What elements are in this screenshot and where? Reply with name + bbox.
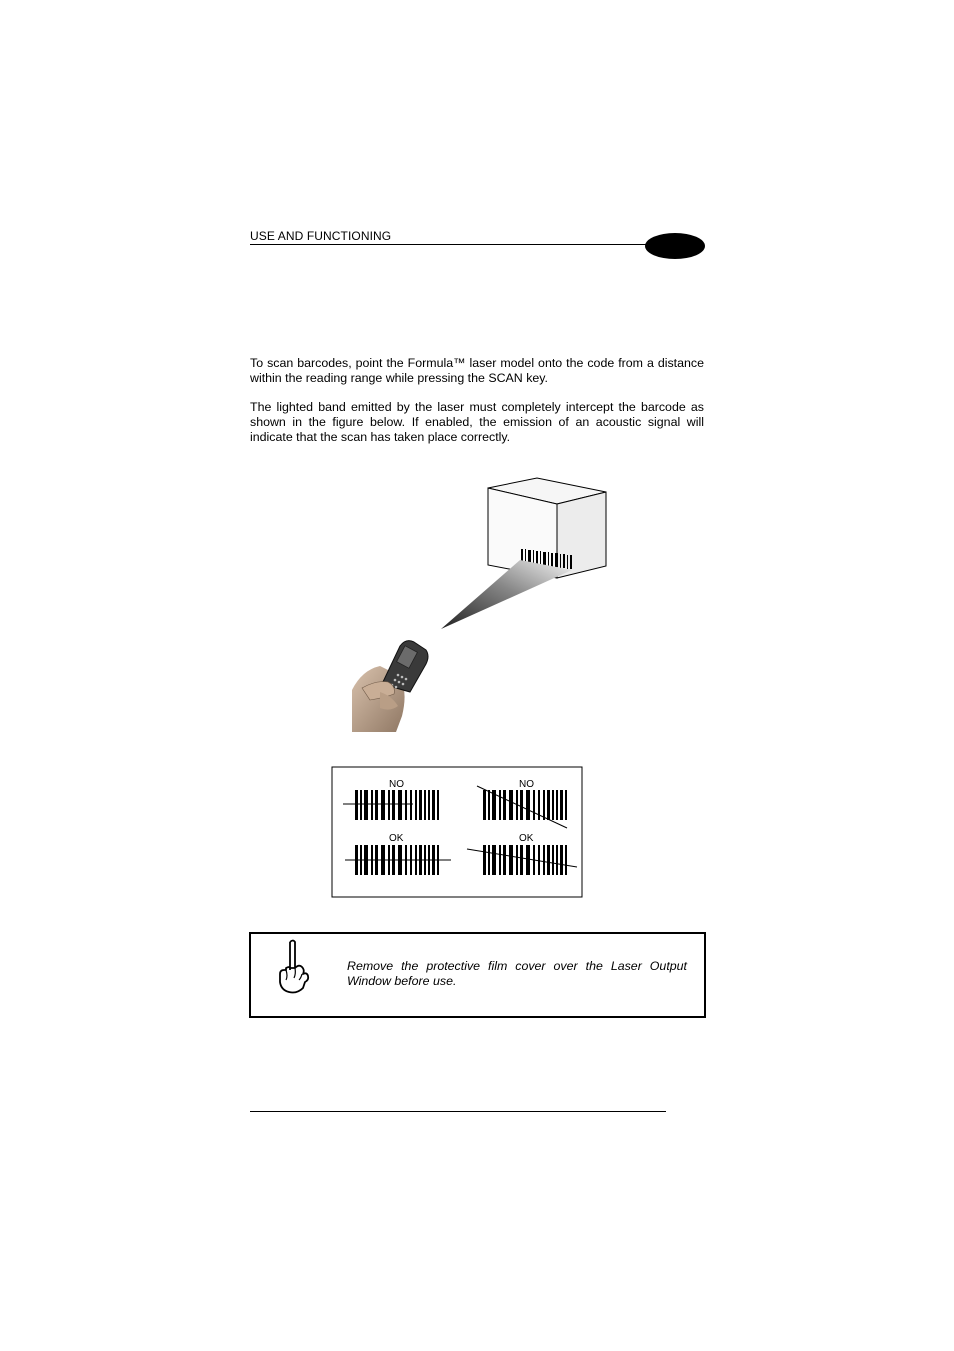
paragraph-scan-instructions: To scan barcodes, point the Formula™ laser model onto the code from a distance within the reading range while pressing the SCAN key. xyxy=(250,356,704,385)
note-text: Remove the protective film cover over the Laser Output Window before use. xyxy=(347,959,687,988)
laser-beam xyxy=(441,560,572,629)
example-label-top-right: NO xyxy=(519,779,534,790)
product-box xyxy=(488,478,606,578)
barcode-scan-examples xyxy=(331,766,583,898)
note-box xyxy=(249,932,706,1018)
footer-rule xyxy=(250,1111,666,1112)
example-label-top-left: NO xyxy=(389,779,404,790)
paragraph-laser-band: The lighted band emitted by the laser must completely intercept the barcode as shown in the figure below. If enabled, the emission of an acoustic signal will indicate that the scan has taken place correctly. xyxy=(250,400,704,444)
section-header: USE AND FUNCTIONING xyxy=(250,229,392,243)
handheld-terminal-in-hand xyxy=(352,641,428,732)
pointing-finger-icon xyxy=(275,938,311,996)
header-rule xyxy=(250,244,650,245)
example-label-bottom-right: OK xyxy=(519,833,534,844)
example-label-bottom-left: OK xyxy=(389,833,404,844)
chapter-tab xyxy=(645,233,705,259)
scanning-illustration xyxy=(340,470,620,740)
